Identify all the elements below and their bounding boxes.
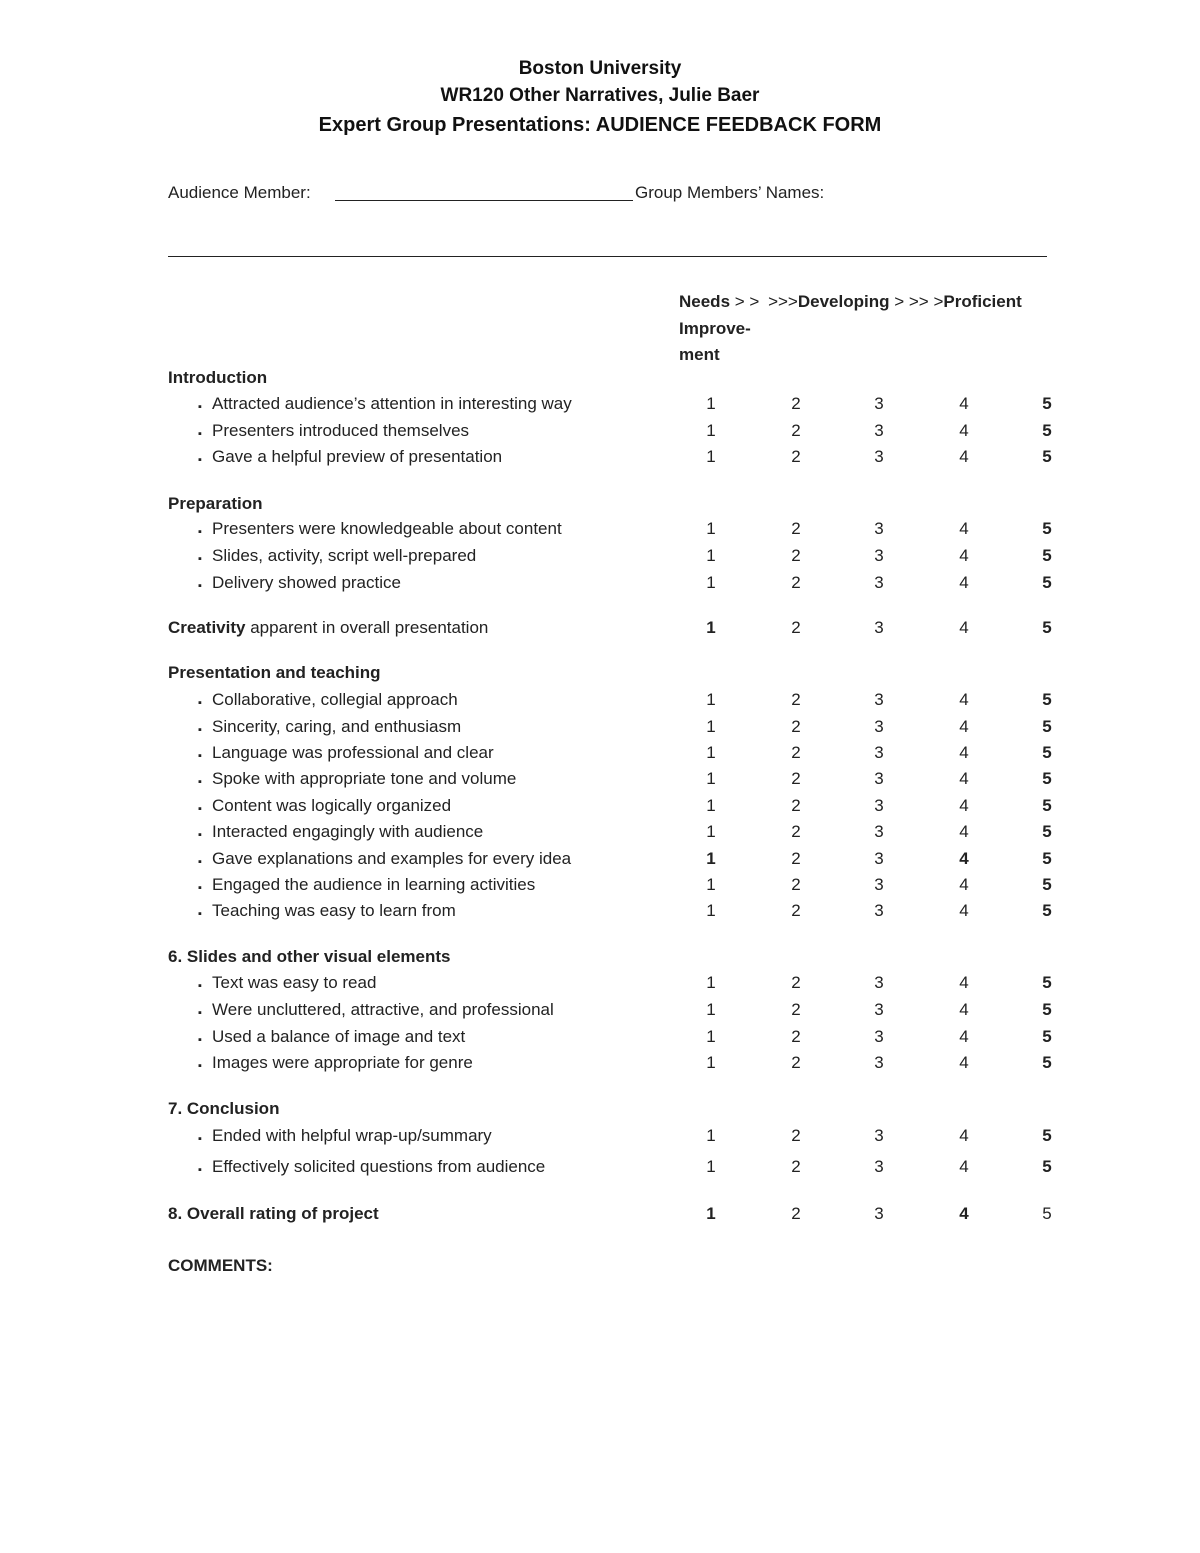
rating-3[interactable]: 3 (874, 690, 884, 709)
section-slides-heading: 6. Slides and other visual elements (168, 947, 451, 966)
rating-1[interactable]: 1 (706, 796, 716, 815)
rating-3[interactable]: 3 (874, 1053, 884, 1072)
criterion-label: Interacted engagingly with audience (212, 822, 484, 841)
rating-5[interactable]: 5 (1042, 690, 1052, 709)
creativity-bold: Creativity (168, 618, 246, 637)
rating-1[interactable]: 1 (706, 875, 716, 894)
bullet-icon: ▪ (198, 750, 202, 762)
rating-row (0, 875, 1200, 901)
rating-1[interactable]: 1 (706, 849, 716, 868)
group-members-label: Group Members’ Names: (635, 183, 825, 202)
rating-row (0, 394, 1200, 420)
rating-1[interactable]: 1 (706, 618, 716, 637)
rating-5[interactable]: 5 (1042, 717, 1052, 736)
rating-row (0, 1053, 1200, 1079)
scale-improve-line2: ment (679, 345, 720, 364)
rating-row-overall (0, 1204, 1200, 1230)
rating-5[interactable]: 5 (1042, 1000, 1052, 1019)
criterion-label: Gave a helpful preview of presentation (212, 447, 503, 466)
rating-2[interactable]: 2 (791, 1053, 801, 1072)
rating-5[interactable]: 5 (1042, 743, 1052, 762)
rating-3[interactable]: 3 (874, 901, 884, 920)
rating-4[interactable]: 4 (959, 1204, 969, 1223)
rating-2[interactable]: 2 (791, 690, 801, 709)
rating-2[interactable]: 2 (791, 1027, 801, 1046)
rating-4[interactable]: 4 (959, 717, 969, 736)
bullet-icon: ▪ (198, 908, 202, 920)
bullet-icon: ▪ (198, 882, 202, 894)
section-presentation-heading: Presentation and teaching (168, 663, 381, 682)
institution-title: Boston University (518, 58, 682, 79)
criterion-label: Text was easy to read (212, 973, 377, 992)
rating-3[interactable]: 3 (874, 447, 884, 466)
rating-4[interactable]: 4 (959, 1053, 969, 1072)
criterion-label: Language was professional and clear (212, 743, 494, 762)
bullet-icon: ▪ (198, 856, 202, 868)
rating-2[interactable]: 2 (791, 1157, 801, 1176)
criterion-label: Effectively solicited questions from audience (212, 1157, 546, 1176)
rating-5[interactable]: 5 (1042, 394, 1052, 413)
criterion-label: Presenters were knowledgeable about content (212, 519, 562, 538)
bullet-icon: ▪ (198, 580, 202, 592)
rating-2[interactable]: 2 (791, 717, 801, 736)
rating-1[interactable]: 1 (706, 690, 716, 709)
rating-1[interactable]: 1 (706, 1204, 716, 1223)
rating-5[interactable]: 5 (1042, 1027, 1052, 1046)
bullet-icon: ▪ (198, 1034, 202, 1046)
criterion-label: Teaching was easy to learn from (212, 901, 456, 920)
criterion-label: Spoke with appropriate tone and volume (212, 769, 517, 788)
rating-2[interactable]: 2 (791, 796, 801, 815)
rating-1[interactable]: 1 (706, 546, 716, 565)
scale-arrows-1: > > (730, 292, 765, 311)
rating-2[interactable]: 2 (791, 875, 801, 894)
rating-4[interactable]: 4 (959, 769, 969, 788)
rating-row (0, 1126, 1200, 1152)
rating-4[interactable]: 4 (959, 1027, 969, 1046)
rating-4[interactable]: 4 (959, 690, 969, 709)
rating-5[interactable]: 5 (1042, 1053, 1052, 1072)
rating-2[interactable]: 2 (791, 1126, 801, 1145)
rating-4[interactable]: 4 (959, 822, 969, 841)
rating-5[interactable]: 5 (1042, 1126, 1052, 1145)
rating-5[interactable]: 5 (1042, 769, 1052, 788)
rating-2[interactable]: 2 (791, 822, 801, 841)
scale-arrows-3: > >> (889, 292, 934, 311)
rating-1[interactable]: 1 (706, 1157, 716, 1176)
rating-4[interactable]: 4 (959, 546, 969, 565)
section-conclusion-heading: 7. Conclusion (168, 1099, 280, 1118)
criterion-label: Attracted audience’s attention in interesting way (212, 394, 572, 413)
rating-row-creativity (0, 618, 1200, 644)
scale-needs: Needs (679, 292, 731, 311)
section-introduction-heading: Introduction (168, 368, 268, 387)
scale-arrows-2: >>> (768, 292, 798, 311)
rating-1[interactable]: 1 (706, 743, 716, 762)
bullet-icon: ▪ (198, 1133, 202, 1145)
scale-improve-line1: Improve- (679, 319, 751, 338)
creativity-rest: apparent in overall presentation (245, 618, 489, 637)
rating-row (0, 743, 1200, 769)
course-title: WR120 Other Narratives, Julie Baer (440, 85, 760, 106)
rating-3[interactable]: 3 (874, 618, 884, 637)
rating-3[interactable]: 3 (874, 717, 884, 736)
rating-1[interactable]: 1 (706, 1126, 716, 1145)
rating-5[interactable]: 5 (1042, 573, 1052, 592)
rating-5[interactable]: 5 (1042, 618, 1052, 637)
bullet-icon: ▪ (198, 980, 202, 992)
rating-3[interactable]: 3 (874, 743, 884, 762)
rating-2[interactable]: 2 (791, 1000, 801, 1019)
rating-row (0, 717, 1200, 743)
rating-4[interactable]: 4 (959, 394, 969, 413)
rating-3[interactable]: 3 (874, 394, 884, 413)
rating-1[interactable]: 1 (706, 973, 716, 992)
criterion-label: Were uncluttered, attractive, and professional (212, 1000, 554, 1019)
rating-3[interactable]: 3 (874, 796, 884, 815)
rating-row (0, 421, 1200, 447)
rating-5[interactable]: 5 (1042, 421, 1052, 440)
criterion-label: Gave explanations and examples for every idea (212, 849, 572, 868)
criterion-label: Content was logically organized (212, 796, 452, 815)
rating-2[interactable]: 2 (791, 769, 801, 788)
scale-developing: Developing (797, 292, 890, 311)
rating-row (0, 690, 1200, 716)
rating-4[interactable]: 4 (959, 1157, 969, 1176)
rating-5[interactable]: 5 (1042, 973, 1052, 992)
rating-row (0, 573, 1200, 599)
rating-3[interactable]: 3 (874, 421, 884, 440)
rating-5[interactable]: 5 (1042, 849, 1052, 868)
rating-2[interactable]: 2 (791, 849, 801, 868)
rating-4[interactable]: 4 (959, 519, 969, 538)
rating-3[interactable]: 3 (874, 1126, 884, 1145)
rating-2[interactable]: 2 (791, 901, 801, 920)
rating-4[interactable]: 4 (959, 447, 969, 466)
rating-2[interactable]: 2 (791, 973, 801, 992)
rating-4[interactable]: 4 (959, 973, 969, 992)
rating-row (0, 519, 1200, 545)
rating-2[interactable]: 2 (791, 546, 801, 565)
rating-1[interactable]: 1 (706, 1053, 716, 1072)
rating-row (0, 1027, 1200, 1053)
rating-5[interactable]: 5 (1042, 901, 1052, 920)
rating-5[interactable]: 5 (1042, 1157, 1052, 1176)
rating-row (0, 849, 1200, 875)
bullet-icon: ▪ (198, 1164, 202, 1176)
bullet-icon: ▪ (198, 428, 202, 440)
bullet-icon: ▪ (198, 776, 202, 788)
rating-1[interactable]: 1 (706, 1027, 716, 1046)
rating-5[interactable]: 5 (1042, 796, 1052, 815)
criterion-label: Used a balance of image and text (212, 1027, 466, 1046)
criterion-label: Images were appropriate for genre (212, 1053, 473, 1072)
rating-4[interactable]: 4 (959, 1000, 969, 1019)
criterion-label: Delivery showed practice (212, 573, 401, 592)
rating-2[interactable]: 2 (791, 743, 801, 762)
rating-1[interactable]: 1 (706, 901, 716, 920)
rating-4[interactable]: 4 (959, 1126, 969, 1145)
rating-1[interactable]: 1 (706, 519, 716, 538)
group-members-blank[interactable] (168, 256, 1047, 257)
rating-row (0, 769, 1200, 795)
rating-5[interactable]: 5 (1042, 1204, 1052, 1223)
rating-2[interactable]: 2 (791, 618, 801, 637)
bullet-icon: ▪ (198, 1007, 202, 1019)
rating-3[interactable]: 3 (874, 519, 884, 538)
rating-1[interactable]: 1 (706, 717, 716, 736)
rating-4[interactable]: 4 (959, 796, 969, 815)
bullet-icon: ▪ (198, 454, 202, 466)
rating-3[interactable]: 3 (874, 849, 884, 868)
section-preparation-heading: Preparation (168, 494, 263, 513)
rating-1[interactable]: 1 (706, 447, 716, 466)
criterion-label: Engaged the audience in learning activities (212, 875, 536, 894)
rating-1[interactable]: 1 (706, 769, 716, 788)
rating-row (0, 796, 1200, 822)
rating-3[interactable]: 3 (874, 546, 884, 565)
rating-2[interactable]: 2 (791, 394, 801, 413)
rating-1[interactable]: 1 (706, 573, 716, 592)
rating-1[interactable]: 1 (706, 822, 716, 841)
rating-5[interactable]: 5 (1042, 875, 1052, 894)
audience-member-label: Audience Member: (168, 183, 311, 202)
rating-5[interactable]: 5 (1042, 519, 1052, 538)
rating-4[interactable]: 4 (959, 421, 969, 440)
bullet-icon: ▪ (198, 526, 202, 538)
rating-5[interactable]: 5 (1042, 447, 1052, 466)
scale-arrows-4: > (933, 292, 944, 311)
rating-1[interactable]: 1 (706, 421, 716, 440)
bullet-icon: ▪ (198, 803, 202, 815)
rating-3[interactable]: 3 (874, 769, 884, 788)
rating-3[interactable]: 3 (874, 1204, 884, 1223)
rating-row (0, 447, 1200, 473)
criterion-label: Ended with helpful wrap-up/summary (212, 1126, 492, 1145)
rating-2[interactable]: 2 (791, 1204, 801, 1223)
bullet-icon: ▪ (198, 1060, 202, 1072)
rating-2[interactable]: 2 (791, 519, 801, 538)
bullet-icon: ▪ (198, 829, 202, 841)
bullet-icon: ▪ (198, 401, 202, 413)
rating-row (0, 822, 1200, 848)
scale-header (679, 289, 1022, 315)
criterion-label: Collaborative, collegial approach (212, 690, 458, 709)
rating-4[interactable]: 4 (959, 743, 969, 762)
rating-3[interactable]: 3 (874, 1157, 884, 1176)
rating-3[interactable]: 3 (874, 875, 884, 894)
rating-row (0, 546, 1200, 572)
rating-4[interactable]: 4 (959, 875, 969, 894)
rating-row (0, 901, 1200, 927)
rating-3[interactable]: 3 (874, 573, 884, 592)
scale-proficient: Proficient (943, 292, 1022, 311)
rating-row (0, 973, 1200, 999)
rating-3[interactable]: 3 (874, 973, 884, 992)
comments-label: COMMENTS: (168, 1256, 273, 1275)
criterion-label: Slides, activity, script well-prepared (212, 546, 477, 565)
rating-3[interactable]: 3 (874, 1027, 884, 1046)
rating-4[interactable]: 4 (959, 849, 969, 868)
criterion-label: Sincerity, caring, and enthusiasm (212, 717, 462, 736)
rating-4[interactable]: 4 (959, 901, 969, 920)
criterion-label: Presenters introduced themselves (212, 421, 470, 440)
bullet-icon: ▪ (198, 724, 202, 736)
rating-2[interactable]: 2 (791, 573, 801, 592)
rating-3[interactable]: 3 (874, 822, 884, 841)
bullet-icon: ▪ (198, 697, 202, 709)
rating-row (0, 1000, 1200, 1026)
audience-member-blank[interactable] (335, 200, 633, 201)
rating-2[interactable]: 2 (791, 447, 801, 466)
rating-4[interactable]: 4 (959, 618, 969, 637)
rating-1[interactable]: 1 (706, 1000, 716, 1019)
bullet-icon: ▪ (198, 553, 202, 565)
rating-5[interactable]: 5 (1042, 822, 1052, 841)
rating-2[interactable]: 2 (791, 421, 801, 440)
form-title: Expert Group Presentations: AUDIENCE FEEDBACK FORM (318, 114, 882, 136)
rating-row (0, 1157, 1200, 1183)
rating-5[interactable]: 5 (1042, 546, 1052, 565)
rating-3[interactable]: 3 (874, 1000, 884, 1019)
rating-4[interactable]: 4 (959, 573, 969, 592)
overall-rating-label: 8. Overall rating of project (168, 1204, 379, 1223)
rating-1[interactable]: 1 (706, 394, 716, 413)
criterion-label (168, 618, 488, 638)
